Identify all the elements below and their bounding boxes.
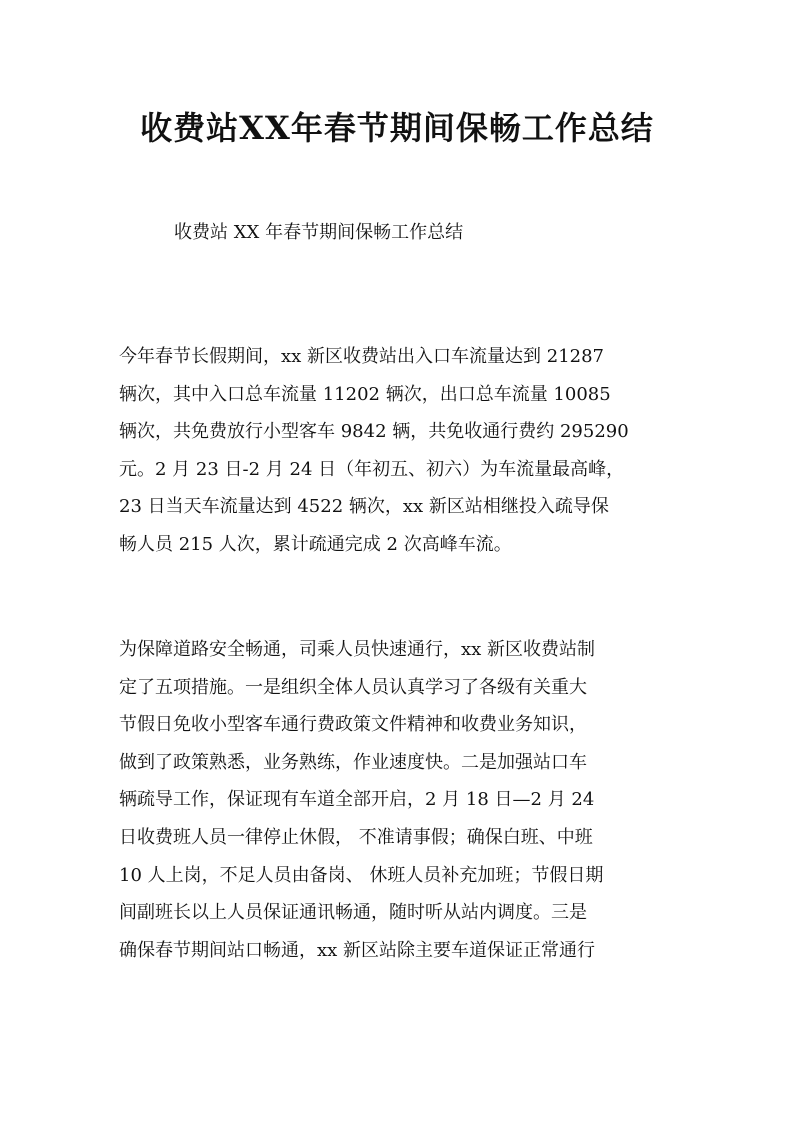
paragraph-line: 确保春节期间站口畅通，xx 新区站除主要车道保证正常通行 [119, 939, 596, 961]
paragraph-line: 畅人员 215 人次，累计疏通完成 2 次高峰车流。 [119, 533, 512, 555]
paragraph-line: 辆次，其中入口总车流量 11202 辆次，出口总车流量 10085 [119, 383, 611, 405]
document-title: 收费站XX年春节期间保畅工作总结 [140, 109, 654, 147]
document-subtitle: 收费站 XX 年春节期间保畅工作总结 [174, 222, 464, 243]
paragraph-line: 节假日免收小型客车通行费政策文件精神和收费业务知识， [119, 714, 587, 736]
paragraph-line: 日收费班人员一律停止休假， 不准请事假；确保白班、中班 [119, 826, 593, 848]
paragraph-line: 元。2 月 23 日-2 月 24 日（年初五、初六）为车流量最高峰， [119, 458, 625, 480]
paragraph-line: 辆次，共免费放行小型客车 9842 辆，共免收通行费约 295290 [119, 421, 629, 443]
paragraph-line: 23 日当天车流量达到 4522 辆次，xx 新区站相继投入疏导保 [119, 496, 609, 518]
paragraph-1 [119, 338, 685, 564]
paragraph-line: 定了五项措施。一是组织全体人员认真学习了各级有关重大 [119, 676, 587, 698]
paragraph-2 [119, 631, 685, 969]
paragraph-line: 做到了政策熟悉，业务熟练，作业速度快。二是加强站口车 [119, 751, 587, 773]
paragraph-line: 10 人上岗，不足人员由备岗、 休班人员补充加班；节假日期 [119, 864, 604, 886]
paragraph-line: 间副班长以上人员保证通讯畅通，随时听从站内调度。三是 [119, 902, 587, 924]
paragraph-line: 为保障道路安全畅通，司乘人员快速通行，xx 新区收费站制 [119, 639, 596, 660]
paragraph-line: 辆疏导工作，保证现有车道全部开启，2 月 18 日—2 月 24 [119, 789, 595, 811]
paragraph-line: 今年春节长假期间，xx 新区收费站出入口车流量达到 21287 [119, 346, 605, 367]
